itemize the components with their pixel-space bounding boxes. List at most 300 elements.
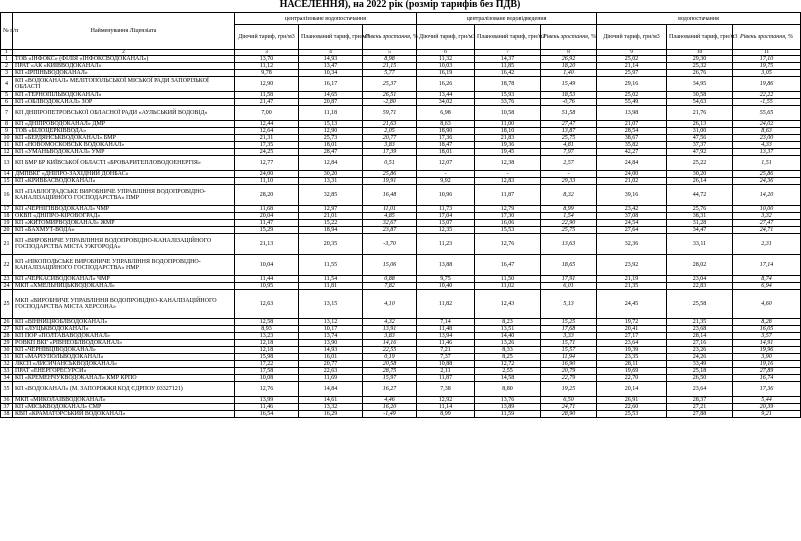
table-row	[1, 213, 801, 220]
growth-rate-cell: 19,86	[733, 77, 801, 92]
tariff-cell: 11,55	[299, 255, 363, 276]
tariff-cell: 15,98	[235, 354, 299, 361]
growth-rate-cell: 32,67	[363, 220, 417, 227]
growth-rate-cell: 20,79	[541, 368, 597, 375]
tariff-cell: 21,35	[667, 319, 733, 326]
table-row	[1, 156, 801, 171]
row-number: 29	[1, 340, 13, 347]
tariff-cell: 13,26	[475, 340, 541, 347]
tariff-cell: 2,55	[475, 368, 541, 375]
header-no: № п/п	[1, 13, 13, 50]
tariff-cell: 42,27	[597, 149, 667, 156]
licensee-name: КП «ПАВЛОГРАДСЬКЕ ВИРОБНИЧЕ УПРАВЛІННЯ ВОДОПРОВІДНО-КАНАЛІЗАЦІЙНОГО ГОСПОДАРСТВА» ПМР	[13, 185, 235, 206]
tariff-cell: 44,72	[667, 185, 733, 206]
growth-rate-cell: 17,36	[733, 382, 801, 397]
tariff-cell: 12,18	[235, 347, 299, 354]
growth-rate-cell: 13,37	[733, 149, 801, 156]
tariff-cell: 22,63	[299, 368, 363, 375]
tariff-cell: 21,19	[597, 276, 667, 283]
growth-rate-cell: 8,32	[541, 185, 597, 206]
tariff-cell: 13,74	[299, 333, 363, 340]
tariff-cell: 14,61	[299, 397, 363, 404]
header-group-water: водопостачання	[597, 13, 801, 25]
tariff-cell: 20,87	[299, 99, 363, 106]
table-row	[1, 326, 801, 333]
tariff-cell: 12,84	[299, 156, 363, 171]
growth-rate-cell: 17,68	[541, 326, 597, 333]
table-row	[1, 397, 801, 404]
tariff-cell: 12,64	[235, 128, 299, 135]
tariff-cell: 47,56	[667, 135, 733, 142]
tariff-cell: 17,04	[417, 213, 475, 220]
tariff-cell: 13,07	[417, 220, 475, 227]
growth-rate-cell: 27,89	[733, 368, 801, 375]
tariff-cell: 20,41	[597, 326, 667, 333]
growth-rate-cell: 17,91	[541, 276, 597, 283]
growth-rate-cell: 8,98	[363, 56, 417, 63]
tariff-cell: 9,75	[417, 276, 475, 283]
row-number: 13	[1, 156, 13, 171]
growth-rate-cell: 6,01	[541, 283, 597, 290]
tariff-cell: 30,20	[299, 171, 363, 178]
tariff-cell: 27,64	[597, 227, 667, 234]
growth-rate-cell: -	[541, 171, 597, 178]
tariff-cell: 8,63	[417, 121, 475, 128]
tariff-cell: 18,10	[475, 128, 541, 135]
column-index: 5	[363, 50, 417, 56]
growth-rate-cell: 15,49	[541, 77, 597, 92]
tariff-cell: 12,35	[417, 227, 475, 234]
row-number: 26	[1, 319, 13, 326]
table-row	[1, 220, 801, 227]
tariff-cell: 16,54	[235, 411, 299, 418]
licensee-name: КП «УМАНЬВОДОКАНАЛ» УМР	[13, 149, 235, 156]
growth-rate-cell: 21,15	[363, 63, 417, 70]
row-number: 14	[1, 171, 13, 178]
table-row	[1, 368, 801, 375]
growth-rate-cell: 29,33	[541, 178, 597, 185]
tariff-cell: 31,28	[667, 220, 733, 227]
licensee-name: КП «ЧЕРНІГІВВОДОКАНАЛ» ЧМР	[13, 206, 235, 213]
growth-rate-cell: 4,85	[363, 213, 417, 220]
licensee-name: КП «МАРІУПОЛЬВОДОКАНАЛ»	[13, 354, 235, 361]
table-row	[1, 255, 801, 276]
row-number: 30	[1, 347, 13, 354]
table-row	[1, 361, 801, 368]
tariff-cell: 23,92	[597, 255, 667, 276]
tariff-cell: 16,29	[299, 411, 363, 418]
row-number: 20	[1, 227, 13, 234]
licensee-name: ОКВП «ДНІПРО-КІРОВОГРАД»	[13, 213, 235, 220]
tariff-cell: 28,47	[299, 149, 363, 156]
tariff-cell: 15,29	[235, 227, 299, 234]
tariff-cell: 11,54	[299, 276, 363, 283]
growth-rate-cell: 16,48	[363, 185, 417, 206]
tariff-cell: 12,76	[475, 234, 541, 255]
tariff-cell: 10,88	[417, 361, 475, 368]
tariff-cell: 33,76	[475, 99, 541, 106]
tariff-cell: 26,91	[597, 397, 667, 404]
tariff-cell: 11,23	[417, 234, 475, 255]
tariff-cell: 24,54	[597, 220, 667, 227]
growth-rate-cell: 13,91	[363, 326, 417, 333]
tariff-cell: 27,17	[597, 333, 667, 340]
growth-rate-cell: -3,70	[363, 234, 417, 255]
licensee-name: КП «ВІННИЦЯОБЛВОДОКАНАЛ»	[13, 319, 235, 326]
growth-rate-cell: 26,92	[541, 56, 597, 63]
tariff-cell: 30,58	[667, 92, 733, 99]
header-growth-rate: Рівень зростання, %	[363, 25, 417, 50]
licensee-name: ПРАТ «ЕНЕРГОРЕСУРСИ»	[13, 368, 235, 375]
table-row	[1, 185, 801, 206]
growth-rate-cell: 3,90	[733, 354, 801, 361]
licensee-name: ТОВ «ІНФОКС» (ФІЛІЯ «ІНФОКСВОДОКАНАЛ»)	[13, 56, 235, 63]
tariff-cell: 19,36	[475, 142, 541, 149]
table-row	[1, 276, 801, 283]
tariff-cell: 10,96	[417, 185, 475, 206]
row-number: 9	[1, 128, 13, 135]
row-number: 31	[1, 354, 13, 361]
licensee-name: КП «ВОДОКАНАЛ» МЕЛІТОПОЛЬСЬКОЇ МІСЬКОЇ РАДИ ЗАПОРІЗЬКОЇ ОБЛАСТІ	[13, 77, 235, 92]
growth-rate-cell: 0,88	[363, 276, 417, 283]
tariff-cell: 15,13	[299, 121, 363, 128]
growth-rate-cell: 15,57	[541, 347, 597, 354]
tariff-cell: 26,76	[667, 70, 733, 77]
growth-rate-cell: 18,53	[541, 92, 597, 99]
growth-rate-cell: 15,71	[541, 340, 597, 347]
tariff-cell: 10,17	[299, 326, 363, 333]
tariff-cell: 17,22	[235, 361, 299, 368]
growth-rate-cell: 18,20	[541, 63, 597, 70]
tariff-cell: 16,42	[475, 70, 541, 77]
tariff-cell: 28,02	[667, 255, 733, 276]
growth-rate-cell: 6,50	[541, 397, 597, 404]
table-row	[1, 142, 801, 149]
tariff-cell: 11,82	[417, 290, 475, 319]
table-row	[1, 56, 801, 63]
tariff-cell: 16,17	[299, 77, 363, 92]
tariff-cell: 22,83	[667, 283, 733, 290]
growth-rate-cell: 23,87	[363, 227, 417, 234]
tariff-cell: 8,99	[417, 411, 475, 418]
tariff-cell: 12,72	[475, 361, 541, 368]
licensee-name: МКП «ВИРОБНИЧЕ УПРАВЛІННЯ ВОДОПРОВІДНО-КАНАЛІЗАЦІЙНОГО ГОСПОДАРСТВА МІСТА ХЕРСОНА»	[13, 290, 235, 319]
column-index: 3	[235, 50, 299, 56]
tariff-cell: -	[475, 171, 541, 178]
growth-rate-cell: 25,75	[541, 135, 597, 142]
licensee-name: КП «БАХМУТ-ВОДА»	[13, 227, 235, 234]
column-index: 1	[1, 50, 13, 56]
growth-rate-cell: 3,33	[541, 333, 597, 340]
tariff-table	[0, 12, 801, 418]
growth-rate-cell: 4,10	[363, 290, 417, 319]
growth-rate-cell: 3,57	[733, 333, 801, 340]
tariff-cell: 23,68	[667, 326, 733, 333]
row-number: 38	[1, 411, 13, 418]
table-row	[1, 171, 801, 178]
tariff-cell: -	[417, 171, 475, 178]
tariff-cell: 10,04	[235, 255, 299, 276]
growth-rate-cell: 3,83	[363, 142, 417, 149]
header-current-tariff: Діючий тариф, грн/м3	[597, 25, 667, 50]
growth-rate-cell: 22,90	[541, 220, 597, 227]
tariff-cell: 24,26	[667, 354, 733, 361]
tariff-cell: 25,73	[299, 135, 363, 142]
tariff-cell: 13,99	[235, 397, 299, 404]
growth-rate-cell: 24,71	[733, 227, 801, 234]
licensee-name: КП «ВОДОКАНАЛ» (М. ЗАПОРІЖЖЯ КОД ЄДРПОУ 03327121)	[13, 382, 235, 397]
tariff-cell: 13,98	[597, 106, 667, 121]
growth-rate-cell: 16,74	[733, 375, 801, 382]
row-number: 8	[1, 121, 13, 128]
table-row	[1, 149, 801, 156]
table-row	[1, 178, 801, 185]
tariff-cell: 39,16	[597, 185, 667, 206]
growth-rate-cell: 15,97	[363, 375, 417, 382]
growth-rate-cell: 25,75	[541, 227, 597, 234]
tariff-cell: 15,53	[475, 227, 541, 234]
header-planned-tariff: Планований тариф, грн/м3	[667, 25, 733, 50]
tariff-cell: 10,40	[417, 283, 475, 290]
tariff-cell: 35,82	[597, 142, 667, 149]
tariff-cell: 21,14	[597, 63, 667, 70]
tariff-cell: 12,07	[417, 156, 475, 171]
row-number: 22	[1, 255, 13, 276]
tariff-cell: 11,32	[417, 56, 475, 63]
header-planned-tariff: Планований тариф, грн/м3	[475, 25, 541, 50]
tariff-cell: 12,77	[235, 156, 299, 171]
growth-rate-cell: 4,81	[541, 142, 597, 149]
tariff-cell: 11,14	[417, 404, 475, 411]
growth-rate-cell: 9,21	[733, 411, 801, 418]
row-number: 19	[1, 220, 13, 227]
tariff-cell: 24,00	[597, 171, 667, 178]
tariff-cell: 19,72	[597, 319, 667, 326]
growth-rate-cell: 24,71	[541, 404, 597, 411]
tariff-cell: 13,76	[475, 397, 541, 404]
table-row	[1, 319, 801, 326]
growth-rate-cell: 18,65	[541, 255, 597, 276]
growth-rate-cell: 17,10	[733, 56, 801, 63]
growth-rate-cell: 4,32	[363, 319, 417, 326]
document-title: НАСЕЛЕННЯ), на 2022 рік (розмір тарифів без ПДВ)	[279, 0, 521, 10]
growth-rate-cell: 16,27	[363, 382, 417, 397]
table-row	[1, 404, 801, 411]
growth-rate-cell: 3,83	[363, 333, 417, 340]
tariff-cell: 6,98	[417, 106, 475, 121]
tariff-cell: 26,50	[667, 375, 733, 382]
growth-rate-cell: 21,63	[363, 121, 417, 128]
tariff-cell: 34,47	[667, 227, 733, 234]
tariff-cell: 33,49	[667, 361, 733, 368]
tariff-cell: 7,37	[417, 354, 475, 361]
tariff-cell: 11,73	[417, 206, 475, 213]
table-row	[1, 340, 801, 347]
growth-rate-cell: 22,22	[733, 92, 801, 99]
table-row	[1, 283, 801, 290]
licensee-name: МКП «МИКОЛАЇВВОДОКАНАЛ»	[13, 397, 235, 404]
row-number: 7	[1, 106, 13, 121]
tariff-cell: 13,51	[475, 326, 541, 333]
tariff-cell: 33,11	[667, 234, 733, 255]
tariff-cell: 8,25	[475, 354, 541, 361]
tariff-cell: 11,18	[299, 106, 363, 121]
tariff-cell: 11,44	[235, 276, 299, 283]
tariff-cell: 11,87	[475, 185, 541, 206]
licensee-name: КП «ДНІПРОВОДОКАНАЛ» ДМР	[13, 121, 235, 128]
growth-rate-cell: 22,55	[363, 347, 417, 354]
tariff-cell: 14,84	[299, 382, 363, 397]
tariff-cell: 28,20	[235, 185, 299, 206]
table-row	[1, 227, 801, 234]
tariff-cell: 25,32	[667, 63, 733, 70]
tariff-cell: 11,59	[475, 411, 541, 418]
tariff-cell: 10,34	[299, 70, 363, 77]
licensee-name: КП «ІРПІНЬВОДОКАНАЛ»	[13, 70, 235, 77]
growth-rate-cell: 16,20	[363, 404, 417, 411]
licensee-name: КП ПОР «ПОЛТАВАВОДОКАНАЛ»	[13, 333, 235, 340]
tariff-cell: 17,36	[417, 135, 475, 142]
tariff-cell: 7,14	[417, 319, 475, 326]
growth-rate-cell: 11,94	[541, 354, 597, 361]
tariff-cell: 14,37	[475, 56, 541, 63]
licensee-name: КП «ЛУЦЬКВОДОКАНАЛ»	[13, 326, 235, 333]
growth-rate-cell: 27,47	[541, 121, 597, 128]
row-number: 21	[1, 234, 13, 255]
column-index: 7	[475, 50, 541, 56]
growth-rate-cell: 11,01	[363, 206, 417, 213]
tariff-cell: 13,15	[299, 290, 363, 319]
table-row	[1, 290, 801, 319]
licensee-name: ТОВ «БІЛОЦЕРКІВВОДА»	[13, 128, 235, 135]
column-index: 4	[299, 50, 363, 56]
tariff-cell: 12,44	[235, 121, 299, 128]
tariff-cell: 13,94	[417, 333, 475, 340]
row-number: 24	[1, 283, 13, 290]
tariff-cell: 12,58	[235, 319, 299, 326]
tariff-cell: 10,03	[417, 63, 475, 70]
row-number: 23	[1, 276, 13, 283]
tariff-cell: 12,76	[235, 382, 299, 397]
growth-rate-cell: 19,25	[541, 382, 597, 397]
tariff-cell: 13,12	[299, 319, 363, 326]
licensee-name: ДМПВКГ «ДНІПРО-ЗАХІДНИЙ ДОНБАС»	[13, 171, 235, 178]
growth-rate-cell: 16,05	[733, 326, 801, 333]
tariff-cell: 10,58	[475, 106, 541, 121]
licensee-name: КП «НОВОМОСКОВСЬК ВОДОКАНАЛ»	[13, 142, 235, 149]
tariff-cell: 34,95	[667, 77, 733, 92]
tariff-cell: 24,00	[235, 171, 299, 178]
tariff-cell: 21,01	[299, 213, 363, 220]
licensee-name: КП «ЧЕРНІВЦІВОДОКАНАЛ»	[13, 347, 235, 354]
licensee-name: ПРАТ «АК «КИЇВВОДОКАНАЛ»	[13, 63, 235, 70]
tariff-cell: 12,38	[475, 156, 541, 171]
tariff-cell: 13,47	[299, 63, 363, 70]
tariff-cell: 28,11	[597, 361, 667, 368]
tariff-cell: 38,67	[597, 135, 667, 142]
tariff-cell: 21,76	[667, 106, 733, 121]
tariff-cell: 25,02	[597, 92, 667, 99]
growth-rate-cell: -2,80	[363, 99, 417, 106]
growth-rate-cell: 7,82	[363, 283, 417, 290]
growth-rate-cell: 4,60	[733, 290, 801, 319]
row-number: 12	[1, 149, 13, 156]
growth-rate-cell: 8,63	[733, 128, 801, 135]
growth-rate-cell: 55,65	[733, 106, 801, 121]
growth-rate-cell: 59,71	[363, 106, 417, 121]
licensee-name: КП «ВИРОБНИЧЕ УПРАВЛІННЯ ВОДОПРОВІДНО-КАНАЛІЗАЦІЙНОГО ГОСПОДАРСТВА МІСТА УЖГОРОДА»	[13, 234, 235, 255]
tariff-cell: 23,42	[597, 206, 667, 213]
row-number: 2	[1, 63, 13, 70]
licensee-name: КП «МІСЬКВОДОКАНАЛ» СМР	[13, 404, 235, 411]
tariff-cell: 21,13	[235, 234, 299, 255]
growth-rate-cell: 20,39	[733, 404, 801, 411]
tariff-cell: 25,58	[667, 290, 733, 319]
row-number: 10	[1, 135, 13, 142]
tariff-cell: 11,48	[417, 326, 475, 333]
tariff-cell: 29,16	[597, 77, 667, 92]
tariff-cell: 32,36	[597, 234, 667, 255]
tariff-cell: 31,00	[667, 128, 733, 135]
tariff-cell: 13,23	[235, 333, 299, 340]
tariff-cell: 24,84	[597, 156, 667, 171]
tariff-cell: 17,30	[475, 213, 541, 220]
tariff-cell: 17,58	[235, 368, 299, 375]
table-row	[1, 63, 801, 70]
row-number: 17	[1, 206, 13, 213]
column-index: 10	[667, 50, 733, 56]
table-row	[1, 92, 801, 99]
growth-rate-cell: 7,97	[541, 149, 597, 156]
tariff-cell: 13,88	[417, 255, 475, 276]
tariff-cell: 19,39	[597, 347, 667, 354]
tariff-cell: 22,60	[597, 404, 667, 411]
growth-rate-cell: 1,51	[733, 156, 801, 171]
tariff-cell: 2,11	[417, 368, 475, 375]
tariff-cell: 55,49	[597, 99, 667, 106]
tariff-cell: 47,92	[667, 149, 733, 156]
growth-rate-cell: 27,47	[733, 220, 801, 227]
licensee-name: КП «ЧЕРКАСИВОДОКАНАЛ» ЧМР	[13, 276, 235, 283]
tariff-cell: 18,01	[299, 142, 363, 149]
table-row	[1, 77, 801, 92]
tariff-cell: 9,78	[235, 70, 299, 77]
header-growth-rate: Рівень зростання, %	[733, 25, 801, 50]
row-number: 18	[1, 213, 13, 220]
tariff-cell: 12,92	[417, 397, 475, 404]
tariff-cell: 19,45	[475, 149, 541, 156]
tariff-cell: 23,64	[667, 382, 733, 397]
table-row	[1, 128, 801, 135]
licensee-name: КП «КРЕМЕНЧУКВОДОКАНАЛ» КМР КРПО	[13, 375, 235, 382]
row-number: 11	[1, 142, 13, 149]
growth-rate-cell: 13,87	[541, 128, 597, 135]
column-index: 11	[733, 50, 801, 56]
growth-rate-cell: 19,96	[733, 347, 801, 354]
tariff-cell: 12,18	[235, 340, 299, 347]
growth-rate-cell: 6,94	[733, 283, 801, 290]
tariff-cell: 23,04	[667, 276, 733, 283]
table-row	[1, 121, 801, 128]
tariff-cell: 18,90	[417, 128, 475, 135]
tariff-cell: 27,21	[667, 404, 733, 411]
tariff-cell: 30,20	[667, 171, 733, 178]
tariff-cell: 11,12	[235, 63, 299, 70]
growth-rate-cell: 51,58	[541, 106, 597, 121]
tariff-cell: 14,65	[299, 92, 363, 99]
growth-rate-cell: 14,91	[733, 340, 801, 347]
table-row	[1, 354, 801, 361]
